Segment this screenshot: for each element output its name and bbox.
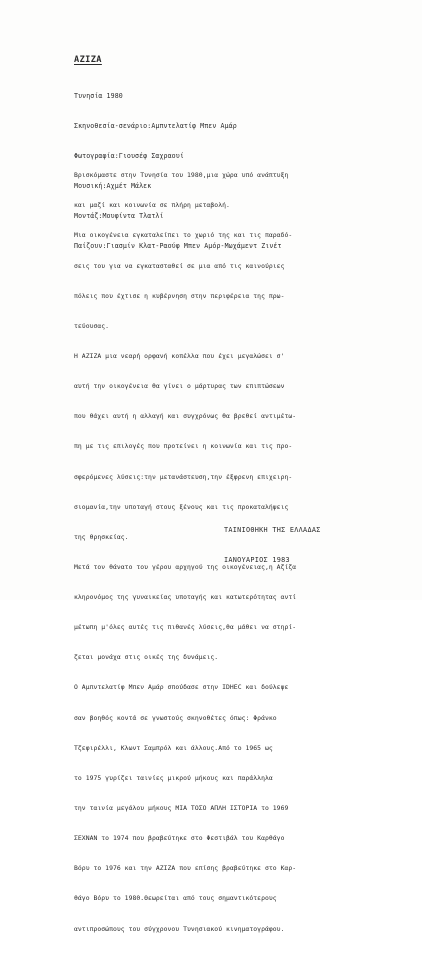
signature-block	[224, 505, 414, 585]
body-line: σαν βοηθός κοντά σε γνωστούς σκηνοθέτες όπως: Φράνκο	[74, 713, 277, 722]
body-line: σφερόμενες λύσεις:την μετανάστευση,την έξφρενη επιχειρη-	[74, 472, 293, 481]
body-line: την ταινία μεγάλου μήκους ΜΙΑ ΤΟΣΟ ΑΠΛΗ ΙΣΤΟΡΙΑ το 1969	[74, 804, 289, 813]
body-line: σεις του για να εγκατασταθεί σε μια από τις καινούριες	[74, 261, 285, 270]
credit-line: Μουσική:Αχμέτ Μάλεκ	[74, 182, 152, 190]
body-line: ζεται μονάχα στις οικές της δυνάμεις.	[74, 653, 219, 662]
body-line: Τζεφιρέλλι, Κλωντ Σαμπρόλ και άλλους.Από το 1965 ως	[74, 743, 273, 752]
credit-line: Τυνησία 1980	[74, 92, 123, 100]
body-line: πη με τις επιλογές που προτείνει η κοινωνία και τις προ-	[74, 442, 293, 451]
body-line: αυτή την οικογένεια θα γίνει ο μάρτυρας των επιπτώσεων	[74, 382, 285, 391]
signature-date: ΙΑΝΟΥΑΡΙΟΣ 1983	[224, 556, 290, 564]
body-line: που θάχει αυτή η αλλαγή και συγχρόνως θα βρεθεί αντιμέτω-	[74, 412, 297, 421]
signature-organization: ΤΑΙΝΙΟΘΗΚΗ ΤΗΣ ΕΛΛΑΔΑΣ	[224, 526, 321, 534]
body-line: της θρησκείας.	[74, 532, 129, 541]
body-line: Η ΑΖΙΖΑ μια νεαρή ορφανή κοπέλλα που έχει μεγαλώσει σ'	[74, 351, 285, 360]
credit-line: Παίζουν:Γιασμίν Κλατ-Ραούφ Μπεν Αμόρ-Μωχάμεντ Ζινέτ	[74, 242, 282, 250]
credit-line: Σκηνοθεσία-σενάριο:Αμπντελατίφ Μπεν Αμάρ	[74, 122, 237, 130]
body-line: Μετά τον θάνατο του γέρου αρχηγού της οικογένειας,η Αζίζα	[74, 562, 297, 571]
body-line: μέτωπη μ'όλες αυτές τις πιθανές λύσεις,θα μάθει να στηρί-	[74, 623, 297, 632]
body-line: Βόρυ το 1976 και την ΑΖΙΖΑ που επίσης βραβεύτηκε στο Καρ-	[74, 864, 297, 873]
body-line: τεύουσας.	[74, 321, 110, 330]
body-line: Ο Αμπντελατίφ Μπεν Αμάρ σπούδασε στην IDHEC και δούλεψε	[74, 683, 289, 692]
body-line: Μια οικογένεια εγκαταλείπει το χωριό της και τις παραδό-	[74, 231, 293, 240]
credit-line: Μοντάζ:Μουφίντα Τλατλί	[74, 212, 164, 220]
body-line: κληρονόμος της γυναικείας υποταγής και κατωτερότητας αντί	[74, 593, 297, 602]
body-line: αντιπροσώπους του σύγχρονου Τυνησιακού κινηματογράφου.	[74, 924, 285, 933]
body-line: σιομανία,την υποταγή στους ξένους και τις προκαταλήψεις	[74, 502, 289, 511]
body-line: και μαζί και κοινωνία σε πλήρη μεταβολή.	[74, 201, 230, 210]
body-line: θάγο Βόρυ το 1980.Θεωρείται από τους σημαντικότερους	[74, 894, 277, 903]
body-line: πόλεις που έχτισε η κυβέρνηση στην περιφέρεια της πρω-	[74, 291, 285, 300]
body-line: Βρισκόμαστε στην Τυνησία του 1980,μια χώρα υπό ανάπτυξη	[74, 171, 289, 180]
credit-line: Φωτογραφία:Γιουσέφ Σαχραουί	[74, 152, 184, 160]
body-line: το 1975 γυρίζει ταινίες μικρού μήκους και παράλληλα	[74, 773, 273, 782]
document-title: ΑΖΙΖΑ	[74, 55, 102, 65]
body-line: ΣΕΧΝΑΝ το 1974 που βραβεύτηκε στο Φεστιβάλ του Καρθάγο	[74, 834, 285, 843]
